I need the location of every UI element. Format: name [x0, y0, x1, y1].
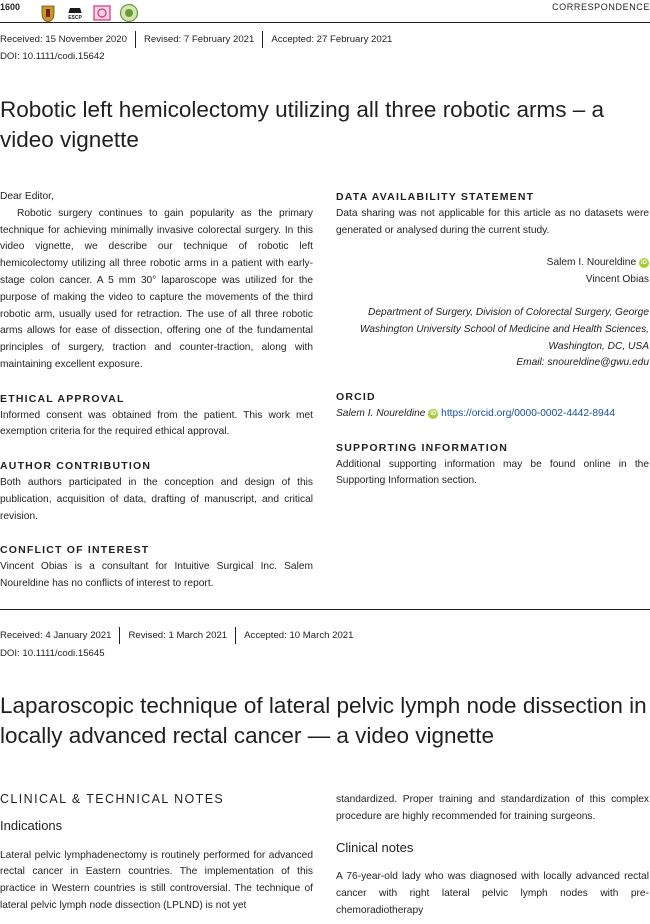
clinical-notes-text: A 76-year-old lady who was diagnosed with locally advanced rectal cancer with right lateral pelvic lymph nodes with pre-chemoradiotherapy	[336, 871, 649, 916]
received-date: Received: 4 January 2021	[0, 630, 112, 641]
article2-right-column	[336, 792, 649, 920]
author-contribution-text: Both authors participated in the conception and design of this publication, acquisition of data, drafting of manuscript, and critical revision.	[0, 476, 313, 522]
orcid-icon[interactable]: iD	[641, 260, 647, 267]
escp-logo-icon	[65, 3, 85, 23]
revised-date: Revised: 7 February 2021	[143, 34, 255, 45]
supporting-information-text: Additional supporting information may be found online in the Supporting Information section.	[336, 458, 649, 487]
orcid-link[interactable]: https://orcid.org/0000-0002-4442-8944	[441, 407, 616, 419]
continued-text: standardized. Proper training and standardization of this complex procedure are highly recommended for training surgeons.	[336, 794, 649, 822]
supporting-information-heading: SUPPORTING INFORMATION	[336, 441, 509, 454]
seal-logo-icon	[119, 3, 139, 23]
author-email[interactable]: Email: snoureldine@gwu.edu	[516, 357, 649, 369]
section-label: CORRESPONDENCE	[552, 2, 650, 12]
clinical-notes-heading: Clinical notes	[336, 839, 414, 855]
body-paragraph: Robotic surgery continues to gain popularity as the primary technique for achieving minimally invasive colorectal surgery. In this video vignette, we describe our technique of robotic left hemicolectomy utilizing all three robotic arms in a patient with early-stage colon cancer. A 5 mm 30° laparoscope was utilized for the purpose of making the video to capture the movements of the third robotic arm, usually used for retraction. The use of all three robotic arms allows for ease of dissection, offering one of the fundamental principles of surgery, traction and counter-traction, along with maintaining excellent exposure.	[0, 207, 313, 370]
article1-title: Robotic left hemicolectomy utilizing all three robotic arms – a video vignette	[0, 97, 605, 152]
ethical-approval-heading: ETHICAL APPROVAL	[0, 392, 125, 405]
indications-heading: Indications	[0, 817, 63, 833]
article1-dates	[0, 31, 392, 48]
conflict-heading: CONFLICT OF INTEREST	[0, 544, 150, 557]
author-name-1: Salem I. Noureldine iD	[546, 257, 647, 269]
journal-logos	[38, 3, 139, 23]
svg-text:ESCP: ESCP	[68, 14, 82, 21]
society-logo-icon	[92, 3, 112, 23]
indications-text: Lateral pelvic lymphadenectomy is routinely performed for advanced rectal cancer in Eastern countries. The implementation of this practice in Western countries is still controversial. The technique of lateral pelvic lymph node dissection (LPLND) is not yet	[0, 849, 313, 911]
article1-right-column	[336, 189, 649, 490]
accepted-date: Accepted: 27 February 2021	[271, 34, 393, 45]
conflict-text: Vincent Obias is a consultant for Intuitive Surgical Inc. Salem Noureldine has no conflicts of interest to report.	[0, 561, 313, 589]
author-contribution-heading: AUTHOR CONTRIBUTION	[0, 460, 152, 473]
article2-title: Laparoscopic technique of lateral pelvic lymph node dissection in locally advanced rectal cancer — a video vignette	[0, 693, 647, 748]
revised-date: Revised: 1 March 2021	[128, 630, 228, 641]
affiliation: Department of Surgery, Division of Colorectal Surgery, George Washington University School of Medicine and Health Sciences, Washington, DC, USA	[359, 306, 649, 352]
orcid-icon[interactable]: iD	[430, 410, 437, 417]
salutation: Dear Editor,	[0, 191, 54, 202]
header-rule	[0, 22, 650, 23]
data-availability-heading: DATA AVAILABILITY STATEMENT	[336, 191, 535, 203]
author-name-2: Vincent Obias	[585, 274, 649, 286]
article2-doi: DOI: 10.1111/codi.15645	[0, 648, 105, 659]
article1-left-column	[0, 189, 313, 593]
article2-left-column	[0, 791, 313, 915]
received-date: Received: 15 November 2020	[0, 34, 127, 45]
data-availability-text: Data sharing was not applicable for this article as no datasets were generated or analysed during the current study.	[336, 207, 649, 236]
page-number: 1600	[0, 2, 21, 12]
article-divider	[0, 609, 650, 610]
article2-dates	[0, 627, 353, 644]
accepted-date: Accepted: 10 March 2021	[244, 630, 354, 641]
crest-logo-icon	[38, 3, 58, 23]
ethical-approval-text: Informed consent was obtained from the patient. This work met exemption criteria for the required ethical approval.	[0, 409, 313, 438]
orcid-line: Salem I. Noureldine iD https://orcid.org/0000-0002-4442-8944	[336, 407, 616, 419]
orcid-heading: ORCID	[336, 391, 376, 404]
article1-doi: DOI: 10.1111/codi.15642	[0, 51, 105, 62]
clinical-technical-heading: CLINICAL & TECHNICAL NOTES	[0, 792, 225, 806]
